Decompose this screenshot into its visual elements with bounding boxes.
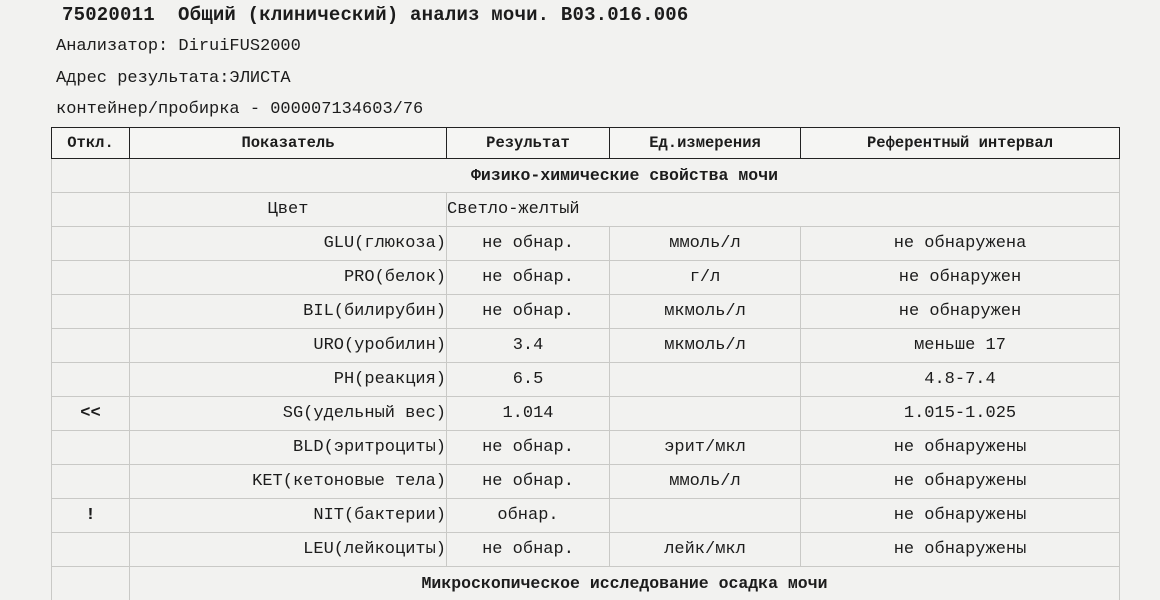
reference-cell: не обнаружены [801, 431, 1120, 465]
unit-cell: лейк/мкл [610, 533, 801, 567]
result-cell: не обнар. [447, 295, 610, 329]
result-cell: 1.014 [447, 397, 610, 431]
analyzer-line: Анализатор: DiruiFUS2000 [56, 37, 301, 56]
col-header-name: Показатель [130, 128, 447, 159]
color-name-cell: Цвет [130, 193, 447, 227]
col-header-flag: Откл. [52, 128, 130, 159]
table-body [52, 159, 1120, 600]
flag-cell [52, 431, 130, 465]
result-cell: обнар. [447, 499, 610, 533]
result-cell: не обнар. [447, 431, 610, 465]
table-header-row [52, 128, 1120, 159]
table-row [52, 397, 1120, 431]
col-header-unit: Ед.измерения [610, 128, 801, 159]
result-cell: 3.4 [447, 329, 610, 363]
reference-cell: не обнаружены [801, 533, 1120, 567]
reference-cell: 4.8-7.4 [801, 363, 1120, 397]
table-row [52, 295, 1120, 329]
table-row [52, 261, 1120, 295]
indicator-name-cell: NIT(бактерии) [130, 499, 447, 533]
reference-cell: не обнаружены [801, 465, 1120, 499]
flag-cell [52, 329, 130, 363]
reference-cell: не обнаружены [801, 499, 1120, 533]
results-table [51, 127, 1120, 600]
section-row-microscopy [52, 567, 1120, 600]
indicator-name-cell: URO(уробилин) [130, 329, 447, 363]
reference-cell: 1.015-1.025 [801, 397, 1120, 431]
col-header-reference: Референтный интервал [801, 128, 1120, 159]
indicator-name-cell: BLD(эритроциты) [130, 431, 447, 465]
indicator-name-cell: GLU(глюкоза) [130, 227, 447, 261]
reference-cell: не обнаружена [801, 227, 1120, 261]
color-result-cell: Светло-желтый [447, 193, 1120, 227]
section-flag-cell [52, 567, 130, 600]
flag-cell [52, 295, 130, 329]
unit-cell: ммоль/л [610, 227, 801, 261]
indicator-name-cell: PH(реакция) [130, 363, 447, 397]
result-cell: не обнар. [447, 261, 610, 295]
table-row [52, 363, 1120, 397]
flag-cell [52, 227, 130, 261]
indicator-name-cell: BIL(билирубин) [130, 295, 447, 329]
col-header-result: Результат [447, 128, 610, 159]
flag-cell [52, 363, 130, 397]
table-row [52, 431, 1120, 465]
result-cell: не обнар. [447, 227, 610, 261]
indicator-name-cell: SG(удельный вес) [130, 397, 447, 431]
container-line: контейнер/пробирка - 000007134603/76 [56, 100, 424, 119]
unit-cell: мкмоль/л [610, 329, 801, 363]
table-row [52, 227, 1120, 261]
section-title-physchem: Физико-химические свойства мочи [130, 159, 1120, 193]
unit-cell: эрит/мкл [610, 431, 801, 465]
indicator-name-cell: KET(кетоновые тела) [130, 465, 447, 499]
table-row [52, 329, 1120, 363]
flag-cell: ! [52, 499, 130, 533]
flag-cell [52, 465, 130, 499]
section-row-physchem [52, 159, 1120, 193]
reference-cell: не обнаружен [801, 261, 1120, 295]
unit-cell [610, 397, 801, 431]
table-row [52, 499, 1120, 533]
report-title: 75020011 Общий (клинический) анализ мочи. B03.016.006 [62, 4, 689, 26]
unit-cell: г/л [610, 261, 801, 295]
unit-cell [610, 363, 801, 397]
flag-cell [52, 533, 130, 567]
reference-cell: не обнаружен [801, 295, 1120, 329]
section-flag-cell [52, 159, 130, 193]
unit-cell [610, 499, 801, 533]
flag-cell: << [52, 397, 130, 431]
flag-cell [52, 261, 130, 295]
result-cell: не обнар. [447, 533, 610, 567]
table-row [52, 533, 1120, 567]
flag-cell [52, 193, 130, 227]
result-cell: 6.5 [447, 363, 610, 397]
unit-cell: ммоль/л [610, 465, 801, 499]
unit-cell: мкмоль/л [610, 295, 801, 329]
table-row-color [52, 193, 1120, 227]
address-line: Адрес результата:ЭЛИСТА [56, 69, 291, 88]
reference-cell: меньше 17 [801, 329, 1120, 363]
indicator-name-cell: LEU(лейкоциты) [130, 533, 447, 567]
table-row [52, 465, 1120, 499]
section-title-microscopy: Микроскопическое исследование осадка мочи [130, 567, 1120, 600]
indicator-name-cell: PRO(белок) [130, 261, 447, 295]
result-cell: не обнар. [447, 465, 610, 499]
